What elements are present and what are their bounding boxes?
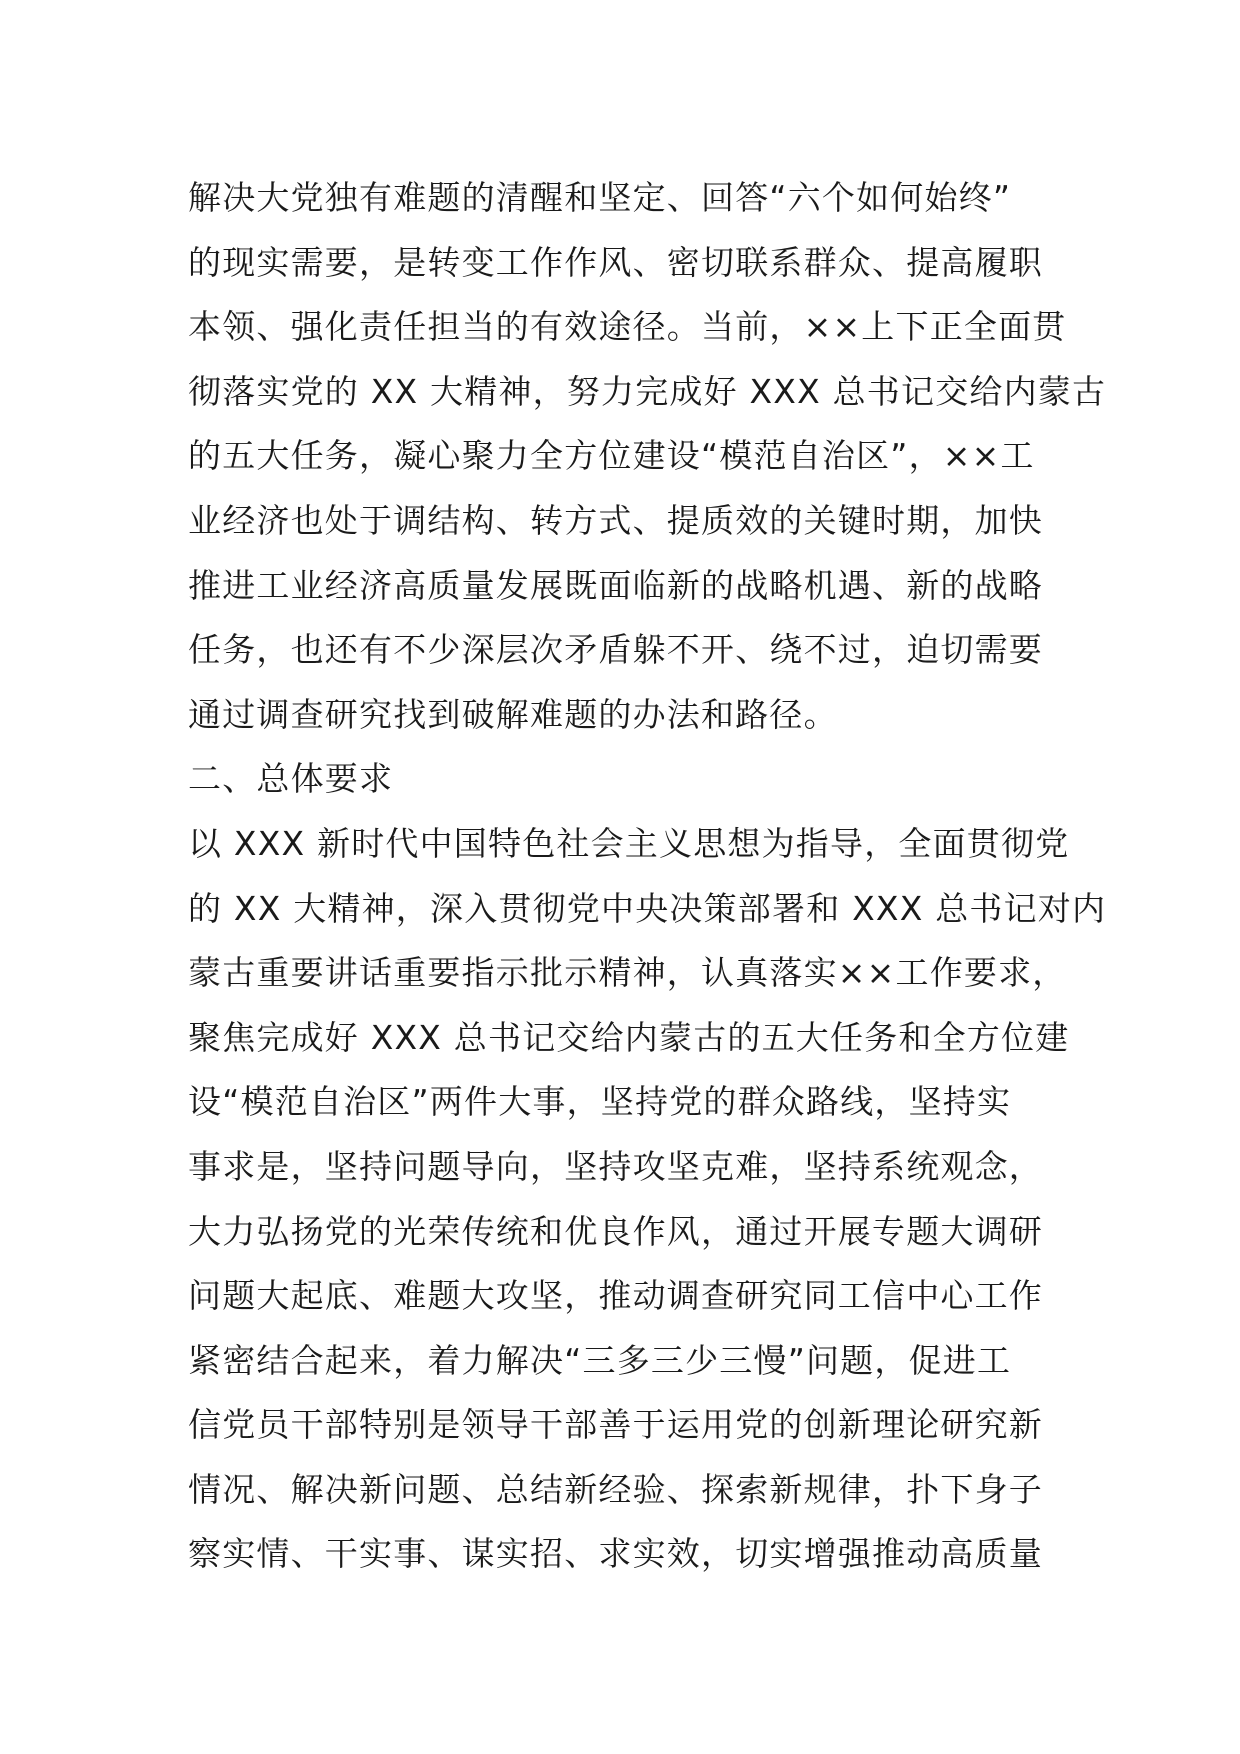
- text-line: 蒙古重要讲话重要指示批示精神，认真落实××工作要求，: [188, 953, 1067, 993]
- text-line: 推进工业经济高质量发展既面临新的战略机遇、新的战略: [188, 565, 1043, 605]
- text-line: 紧密结合起来，着力解决“三多三少三慢”问题，促进工: [188, 1340, 1012, 1380]
- text-line: 的现实需要，是转变工作作风、密切联系群众、提高履职: [188, 242, 1043, 282]
- text-line: 信党员干部特别是领导干部善于运用党的创新理论研究新: [188, 1405, 1043, 1445]
- text-line: 本领、强化责任担当的有效途径。当前，××上下正全面贯: [188, 307, 1067, 347]
- text-line: 大力弘扬党的光荣传统和优良作风，通过开展专题大调研: [188, 1211, 1043, 1251]
- text-line: 察实情、干实事、谋实招、求实效，切实增强推动高质量: [188, 1534, 1043, 1574]
- text-line: 解决大党独有难题的清醒和坚定、回答“六个如何始终”: [188, 178, 1012, 217]
- text-line: 问题大起底、难题大攻坚，推动调查研究同工信中心工作: [188, 1276, 1043, 1316]
- text-line: 设“模范自治区”两件大事，坚持党的群众路线，坚持实: [188, 1082, 1012, 1122]
- text-line: 任务，也还有不少深层次矛盾躲不开、绕不过，迫切需要: [188, 630, 1043, 670]
- body-text: [188, 166, 1107, 1587]
- text-line: 彻落实党的 XX 大精神，努力完成好 XXX 总书记交给内蒙古: [188, 371, 1107, 411]
- text-line: 通过调查研究找到破解难题的办法和路径。: [188, 694, 838, 734]
- text-line: 业经济也处于调结构、转方式、提质效的关键时期，加快: [188, 500, 1043, 540]
- text-line: 事求是，坚持问题导向，坚持攻坚克难，坚持系统观念，: [188, 1146, 1043, 1186]
- text-line: 以 XXX 新时代中国特色社会主义思想为指导，全面贯彻党: [188, 823, 1070, 863]
- text-line: 聚焦完成好 XXX 总书记交给内蒙古的五大任务和全方位建: [188, 1017, 1070, 1057]
- text-line: 情况、解决新问题、总结新经验、探索新规律，扑下身子: [188, 1469, 1043, 1509]
- text-line: 的 XX 大精神，深入贯彻党中央决策部署和 XXX 总书记对内: [188, 888, 1107, 928]
- section-heading: 二、总体要求: [188, 759, 394, 799]
- text-line: 的五大任务，凝心聚力全方位建设“模范自治区”，××工: [188, 436, 1035, 476]
